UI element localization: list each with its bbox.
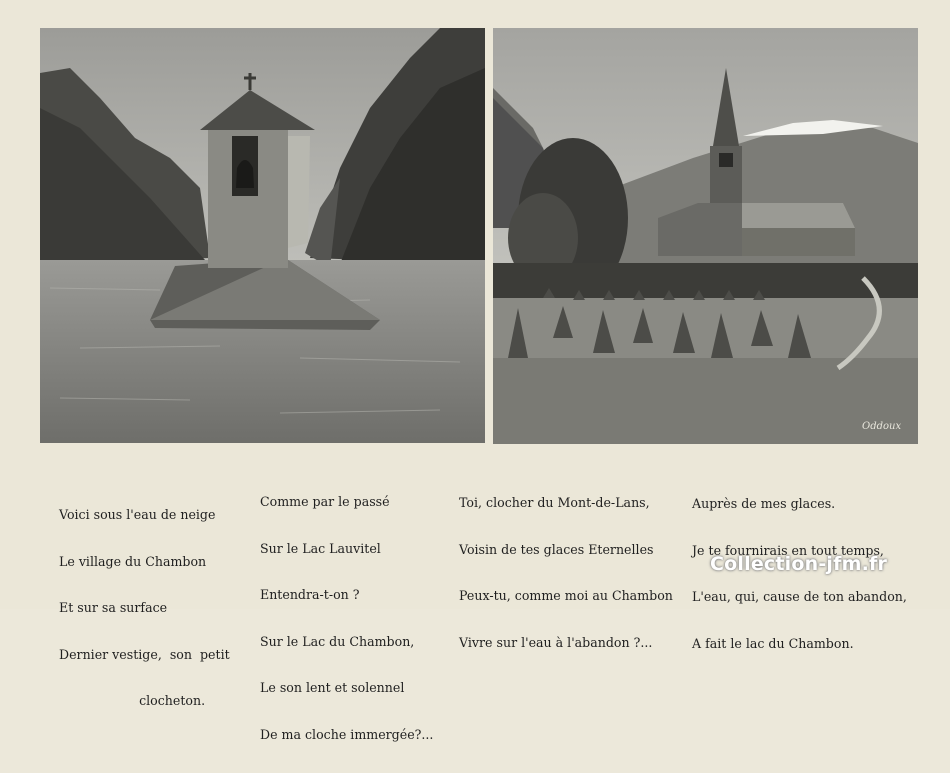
verse-line: Dernier vestige, son petit: [59, 646, 230, 662]
verse-line: Auprès de mes glaces.: [692, 496, 836, 511]
verse-line: De ma cloche immergée?...: [260, 726, 434, 742]
verse-line: Vivre sur l'eau à l'abandon ?...: [459, 634, 653, 650]
verse-line: Toi, clocher du Mont-de-Lans,: [459, 495, 650, 510]
verse-line: Et sur sa surface: [59, 600, 168, 615]
verse-line: Voici sous l'eau de neige: [59, 507, 216, 522]
verse-line: A fait le lac du Chambon.: [692, 635, 854, 651]
verse-line: L'eau, qui, cause de ton abandon,: [692, 589, 907, 604]
verse-line: Voisin de tes glaces Eternelles: [459, 541, 654, 557]
verse-line: clocheton.: [59, 693, 206, 708]
photo-church-with-haystacks: [493, 28, 918, 444]
watermark: Collection-jfm.fr: [710, 553, 888, 575]
verse-line: Je te fournirais en tout temps,: [692, 542, 884, 558]
photographer-signature: Oddoux: [862, 421, 902, 432]
photo-bell-tower-in-lake: [40, 28, 485, 443]
verse-line: Le son lent et solennel: [260, 680, 405, 695]
verse-line: Le village du Chambon: [59, 553, 207, 569]
verse-line: Sur le Lac Lauvitel: [260, 540, 381, 556]
verse-line: Peux-tu, comme moi au Chambon: [459, 588, 673, 603]
verse-line: Entendra-t-on ?: [260, 587, 360, 602]
verse-3: [459, 464, 673, 681]
verse-1: [59, 476, 230, 740]
verse-2: [260, 463, 433, 773]
verse-line: Sur le Lac du Chambon,: [260, 633, 415, 649]
verse-line: Comme par le passé: [260, 494, 390, 509]
